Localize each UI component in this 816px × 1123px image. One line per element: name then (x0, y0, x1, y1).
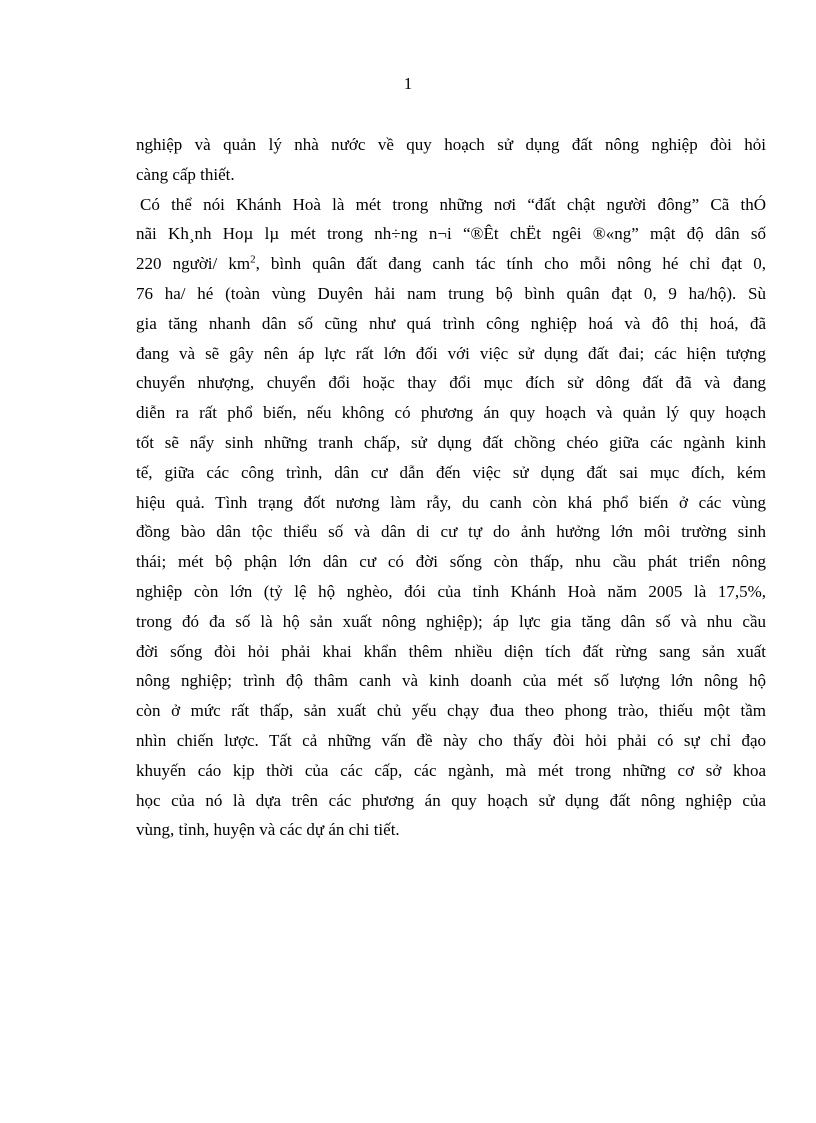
text-line: học của nó là dựa trên các phương án quy hoạch sử dụng đất nông nghiệp của (136, 790, 766, 810)
text-line: nghiệp và quản lý nhà nước về quy hoạch sử dụng đất nông nghiệp đòi hỏi (136, 135, 766, 154)
paragraph-2 (136, 190, 766, 846)
text-line: đời sống đòi hỏi phải khai khẩn thêm nhiều diện tích đất rừng sang sản xuất (136, 641, 766, 661)
text-line: nãi Kh¸nh Hoµ lµ mét trong nh÷ng n¬i “®Êt chËt ngêi ®«ng” mật độ dân số (136, 224, 766, 244)
text-line: gia tăng nhanh dân số cũng như quá trình công nghiệp hoá và đô thị hoá, đã (136, 313, 766, 333)
text-line: đang và sẽ gây nên áp lực rất lớn đối với việc sử dụng đất đai; các hiện tượng (136, 343, 766, 363)
text-line-with-superscript (136, 249, 766, 279)
text-line: 76 ha/ hé (toàn vùng Duyên hải nam trung bộ bình quân đạt 0, 9 ha/hộ). Sù (136, 283, 766, 303)
text-line: nhìn chiến lược. Tất cả những vấn đề này cho thấy đòi hỏi phải có sự chỉ đạo (136, 730, 766, 750)
text-segment: 220 người/ km (136, 254, 251, 274)
text-line: tế, giữa các công trình, dân cư dẫn đến việc sử dụng đất sai mục đích, kém (136, 462, 766, 482)
text-line: khuyến cáo kịp thời của các cấp, các ngành, mà mét trong những cơ sở khoa (136, 760, 766, 780)
text-line: tốt sẽ nẩy sinh những tranh chấp, sử dụng đất chồng chéo giữa các ngành kinh (136, 432, 766, 452)
text-line: chuyển nhượng, chuyển đổi hoặc thay đổi mục đích sử dông đất đã và đang (136, 373, 766, 393)
text-line: đồng bào dân tộc thiểu số và dân di cư tự do ảnh hưởng lớn môi trường sinh (136, 522, 766, 542)
text-line: nông nghiệp; trình độ thâm canh và kinh doanh của mét số lượng lớn nông hộ (136, 671, 766, 691)
paragraph-1 (136, 130, 766, 190)
text-line: Có thể nói Khánh Hoà là mét trong những nơi “đất chật người đông” Cã thÓ (140, 194, 766, 214)
text-segment: , bình quân đất đang canh tác tính cho mỗi nông hé chỉ đạt 0, (255, 254, 766, 274)
text-line: trong đó đa số là hộ sản xuất nông nghiệp); áp lực gia tăng dân số và nhu cầu (136, 611, 766, 631)
text-line: thái; mét bộ phận lớn dân cư có đời sống còn thấp, nhu cầu phát triển nông (136, 552, 766, 572)
text-line: vùng, tỉnh, huyện và các dự án chi tiết. (136, 820, 400, 840)
text-line: còn ở mức rất thấp, sản xuất chủ yếu chạy đua theo phong trào, thiếu một tầm (136, 701, 766, 721)
text-line: hiệu quả. Tình trạng đốt nương làm rẫy, du canh còn khá phổ biến ở các vùng (136, 492, 766, 512)
page-number: 1 (403, 74, 413, 93)
document-body (136, 130, 766, 845)
text-line: diễn ra rất phổ biến, nếu không có phương án quy hoạch và quản lý quy hoạch (136, 403, 766, 423)
text-line: càng cấp thiết. (136, 164, 235, 184)
superscript: 2 (250, 253, 256, 266)
text-line: nghiệp còn lớn (tỷ lệ hộ nghèo, đói của tỉnh Khánh Hoà năm 2005 là 17,5%, (136, 581, 766, 601)
